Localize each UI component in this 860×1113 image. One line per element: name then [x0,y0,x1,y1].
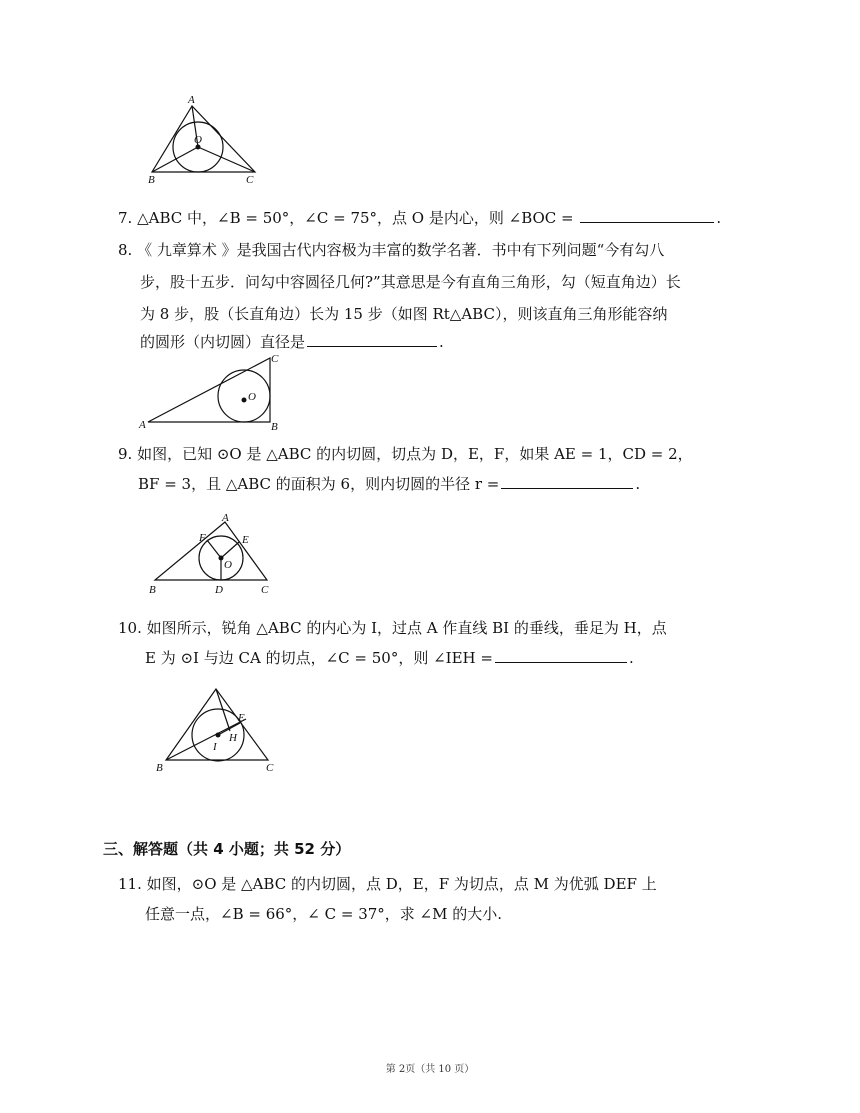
label-o: O [224,559,232,571]
triangle-abc [152,106,255,172]
section-heading: 三、解答题（共 4 小题；共 52 分） [103,840,351,858]
question-text: △ABC 中，∠B = 50°，∠C = 75°，点 O 是内心，则 ∠BOC = [137,209,574,227]
period: . [439,333,444,351]
label-o: O [248,391,256,403]
answer-blank[interactable] [495,644,627,663]
answer-blank[interactable] [307,328,437,347]
label-d: D [215,584,223,596]
label-c: C [261,584,269,596]
question-line-1: 如图，⊙O 是 △ABC 的内切圆，点 D，E，F 为切点，点 M 为优弧 DEF 上 [146,875,657,893]
figure-q10 [150,685,285,777]
answer-blank[interactable] [580,204,714,223]
label-a: A [139,419,146,431]
right-triangle [148,358,270,422]
question-7 [118,204,721,232]
figure-q9 [145,510,285,600]
question-line-3: 为 8 步，股（长直角边）长为 15 步（如图 Rt△ABC），则该直角三角形能容纳 [140,305,668,323]
question-10 [118,614,667,642]
triangle-abc [155,522,267,580]
label-f: F [199,532,206,544]
question-line-2: 步，股十五步．问勾中容圆径几何?”其意思是今有直角三角形，勾（短直角边）长 [140,273,681,291]
question-line-1: 如图所示，锐角 △ABC 的内心为 I，过点 A 作直线 BI 的垂线，垂足为 H，点 [146,619,667,637]
question-line-4: 的圆形（内切圆）直径是 [140,333,306,351]
label-i: I [213,741,217,753]
label-b: B [156,762,163,774]
page-footer: 第 2页（共 10 页） [385,1064,475,1075]
center-dot [219,556,224,561]
label-b: B [149,584,156,596]
label-b: B [271,421,278,432]
label-c: C [246,174,254,185]
incircle [218,370,270,422]
question-line-1: 如图，已知 ⊙O 是 △ABC 的内切圆，切点为 D，E，F，如果 AE = 1，CD = 2， [137,445,693,463]
question-11-line-2 [145,900,502,928]
question-number: 8. [118,241,133,259]
label-a: A [188,94,195,106]
label-a: A [222,512,229,524]
figure-q8 [136,350,286,432]
label-o: O [194,134,202,146]
question-number: 11. [118,875,142,893]
question-number: 10. [118,619,142,637]
question-8 [118,236,664,264]
question-number: 7. [118,209,133,227]
period: . [628,649,634,667]
question-line-2: E 为 ⊙I 与边 CA 的切点，∠C = 50°，则 ∠IEH = [145,649,493,667]
question-10-line-2 [145,644,634,672]
question-line-2: 任意一点，∠B = 66°，∠ C = 37°，求 ∠M 的大小. [145,905,503,923]
question-9-line-2 [138,470,640,498]
question-8-line-3 [140,300,667,328]
label-h: H [229,732,237,744]
label-e: E [242,534,249,546]
figure-q6 [140,90,270,185]
triangle-abc [166,689,268,760]
center-dot [216,733,221,738]
label-c: C [271,353,279,365]
question-9 [118,440,693,468]
question-8-line-2 [140,268,681,296]
question-number: 9. [118,445,133,463]
center-dot [242,398,247,403]
label-b: B [148,174,155,185]
question-line-2: BF = 3，且 △ABC 的面积为 6，则内切圆的半径 r = [138,475,500,493]
label-e: E [238,712,245,724]
period: . [716,209,722,227]
period: . [635,475,641,493]
question-line-1: 《 九章算术 》是我国古代内容极为丰富的数学名著．书中有下列问题“今有勾八 [137,241,665,259]
question-11 [118,870,657,898]
label-c: C [266,762,274,774]
answer-blank[interactable] [501,470,633,489]
